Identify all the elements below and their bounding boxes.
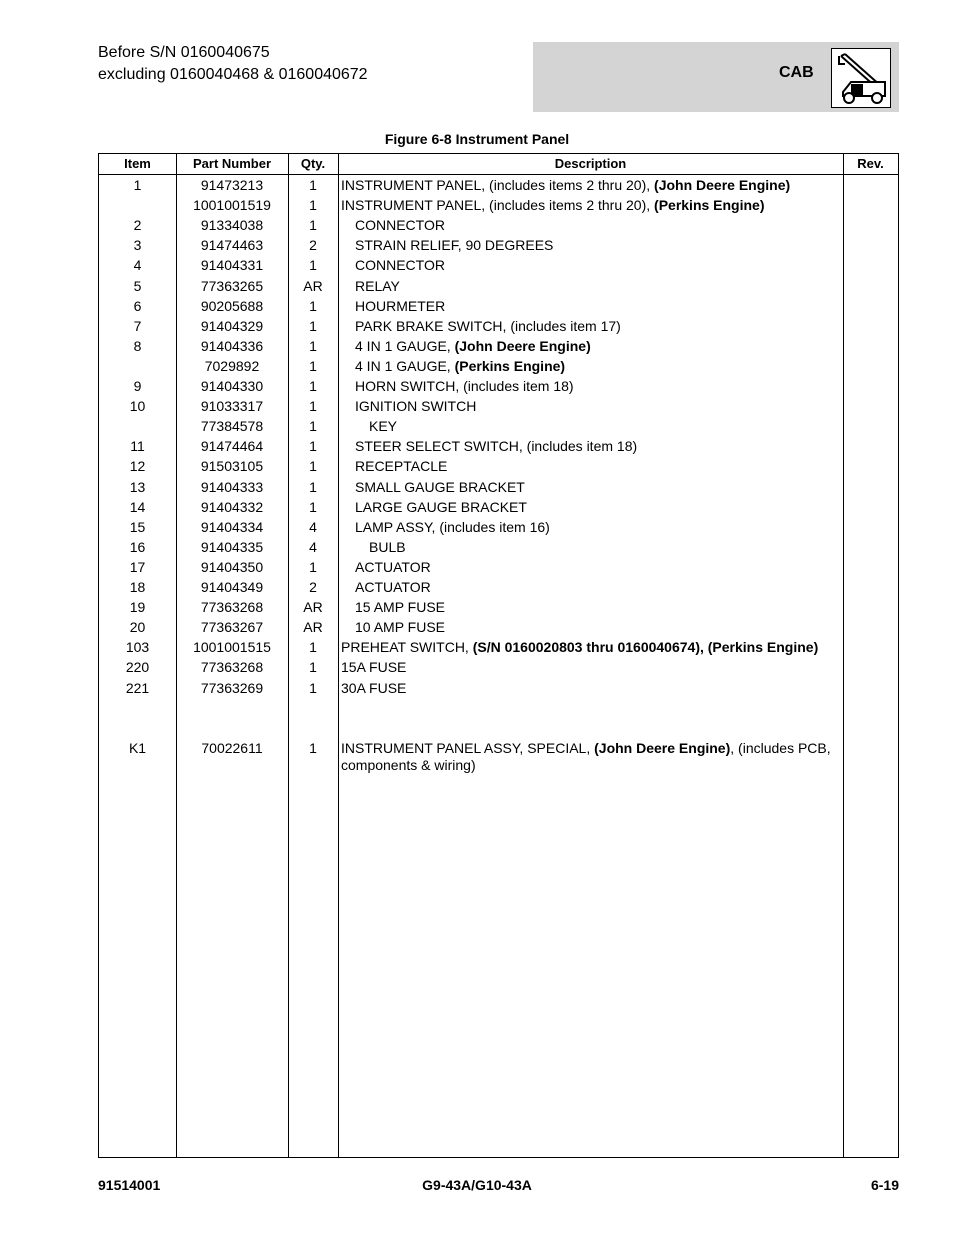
footer-model: G9-43A/G10-43A <box>422 1177 532 1193</box>
description-text: CONNECTOR <box>355 257 445 274</box>
quantity: 4 <box>309 538 317 555</box>
description <box>341 599 855 616</box>
description <box>341 298 855 315</box>
description <box>341 177 841 194</box>
description-text: PREHEAT SWITCH, <box>341 639 473 656</box>
item-number: 12 <box>129 458 146 475</box>
description <box>341 519 855 536</box>
description <box>341 378 855 395</box>
description-text: LAMP ASSY, (includes item 16) <box>355 518 550 535</box>
description-text: LARGE GAUGE BRACKET <box>355 498 527 515</box>
part-number: 91404329 <box>200 317 264 334</box>
description-text: SMALL GAUGE BRACKET <box>355 478 525 495</box>
quantity: 1 <box>309 558 317 575</box>
description <box>341 659 841 676</box>
figure-title: Figure 6-8 Instrument Panel <box>384 131 570 147</box>
description-text-continued: , (includes PCB, <box>730 739 831 756</box>
description <box>341 458 855 475</box>
description-qualifier: (John Deere Engine) <box>654 177 791 193</box>
quantity: AR <box>303 619 323 636</box>
item-number: 15 <box>129 518 146 535</box>
column-header-rev: Rev. <box>857 156 884 171</box>
quantity: AR <box>303 277 323 294</box>
part-number: 90205688 <box>200 297 264 314</box>
quantity: 1 <box>309 458 317 475</box>
item-number: 220 <box>125 659 150 676</box>
description <box>341 318 855 335</box>
description <box>341 398 855 415</box>
part-number: 77363268 <box>200 659 264 676</box>
description <box>341 740 841 774</box>
description-text: ACTUATOR <box>355 579 431 595</box>
description-text: BULB <box>369 538 406 555</box>
part-number: 1001001519 <box>193 197 271 214</box>
description <box>341 499 855 516</box>
quantity: 1 <box>309 498 317 515</box>
serial-range-line: Before S/N 0160040675 <box>98 44 270 61</box>
part-number: 77363265 <box>200 277 264 294</box>
part-number: 91404332 <box>200 498 264 515</box>
part-number: 77363268 <box>200 599 264 616</box>
column-header-item: Item <box>124 156 151 171</box>
description-qualifier: (S/N 0160020803 thru 0160040674), (Perkins Engine) <box>472 639 819 656</box>
part-number: 91404350 <box>200 558 264 575</box>
quantity: 1 <box>309 418 317 435</box>
description <box>341 358 855 375</box>
quantity: 1 <box>309 357 317 374</box>
description-text: STRAIN RELIEF, 90 DEGREES <box>355 237 554 254</box>
part-number: 1001001515 <box>193 639 271 656</box>
item-number: 13 <box>129 478 146 495</box>
description-text: 15A FUSE <box>341 659 407 676</box>
footer-part-number: 91514001 <box>98 1177 161 1193</box>
item-number: 2 <box>133 217 142 234</box>
column-header-part-number: Part Number <box>192 156 272 171</box>
item-number: 103 <box>125 639 150 656</box>
quantity: 1 <box>309 398 317 415</box>
item-number: 9 <box>133 378 142 394</box>
item-number: 17 <box>129 558 146 575</box>
item-number: 5 <box>133 277 142 294</box>
item-number: 7 <box>133 317 142 334</box>
description-qualifier: (Perkins Engine) <box>454 357 566 374</box>
item-number: 6 <box>133 297 142 314</box>
quantity: 1 <box>309 177 317 193</box>
item-number: 16 <box>129 538 146 555</box>
quantity: 1 <box>309 378 317 394</box>
column-divider <box>338 154 339 1157</box>
part-number: 91033317 <box>200 398 264 415</box>
quantity: 1 <box>309 679 317 696</box>
description-text: 30A FUSE <box>341 679 407 696</box>
quantity: 1 <box>309 257 317 274</box>
description-qualifier: (John Deere Engine) <box>454 337 591 354</box>
part-number: 91503105 <box>200 458 264 475</box>
description <box>341 579 855 596</box>
description-qualifier: (John Deere Engine) <box>594 739 731 756</box>
item-number: 3 <box>133 237 142 254</box>
description-text: CONNECTOR <box>355 217 445 234</box>
item-number: 4 <box>133 257 142 274</box>
description-text: 4 IN 1 GAUGE, <box>355 337 455 354</box>
part-number: 91404334 <box>200 518 264 535</box>
description-text: PARK BRAKE SWITCH, (includes item 17) <box>355 317 621 334</box>
quantity: 1 <box>309 337 317 354</box>
column-header-description: Description <box>554 156 627 171</box>
description-text: INSTRUMENT PANEL, (includes items 2 thru 20), <box>341 197 655 214</box>
description <box>341 197 841 214</box>
part-number: 7029892 <box>204 357 260 374</box>
item-number: 11 <box>130 438 145 455</box>
column-header-qty: Qty. <box>300 156 326 171</box>
quantity: 1 <box>309 297 317 314</box>
footer-page-number: 6-19 <box>870 1177 899 1193</box>
quantity: 1 <box>309 639 317 656</box>
quantity: 2 <box>309 237 317 254</box>
quantity: 1 <box>309 438 317 455</box>
description-text: STEER SELECT SWITCH, (includes item 18) <box>355 438 638 455</box>
parts-table <box>98 153 899 1158</box>
description-line-2: components & wiring) <box>341 756 476 773</box>
part-number: 91404349 <box>200 579 264 595</box>
description-text: 4 IN 1 GAUGE, <box>355 357 455 374</box>
part-number: 70022611 <box>201 739 263 756</box>
document-header <box>98 42 368 86</box>
item-number: 14 <box>129 498 146 515</box>
description <box>341 559 855 576</box>
description <box>341 237 855 254</box>
header-divider <box>99 174 898 175</box>
part-number: 91474464 <box>200 438 264 455</box>
part-number: 77363267 <box>200 619 264 636</box>
description <box>341 217 855 234</box>
description-qualifier: (Perkins Engine) <box>654 197 765 214</box>
part-number: 91404331 <box>200 257 264 274</box>
quantity: 1 <box>309 197 317 214</box>
description-text: HORN SWITCH, (includes item 18) <box>355 378 574 394</box>
description-text: INSTRUMENT PANEL, (includes items 2 thru 20), <box>341 177 655 193</box>
part-number: 91473213 <box>200 177 264 193</box>
quantity: 2 <box>309 579 317 595</box>
item-number: 18 <box>129 579 146 595</box>
part-number: 91404335 <box>200 538 264 555</box>
description-text: RECEPTACLE <box>355 458 448 475</box>
quantity: 1 <box>309 217 317 234</box>
item-number: 20 <box>129 619 146 636</box>
description-text: RELAY <box>355 277 400 294</box>
item-number: 19 <box>129 599 146 616</box>
description <box>341 418 869 435</box>
item-number: 221 <box>125 679 150 696</box>
quantity: 1 <box>309 317 317 334</box>
description-text: 10 AMP FUSE <box>355 619 446 636</box>
description <box>341 438 855 455</box>
part-number: 91474463 <box>200 237 264 254</box>
part-number: 91334038 <box>200 217 264 234</box>
item-number: 8 <box>133 337 142 354</box>
serial-exclusion-line: excluding 0160040468 & 0160040672 <box>98 66 368 83</box>
description <box>341 619 855 636</box>
part-number: 91404330 <box>200 378 264 394</box>
section-label: CAB <box>779 64 814 81</box>
description-text: HOURMETER <box>355 297 446 314</box>
telehandler-icon <box>831 48 891 108</box>
quantity: AR <box>303 599 323 616</box>
description-text: INSTRUMENT PANEL ASSY, SPECIAL, <box>341 739 595 756</box>
description <box>341 680 841 697</box>
quantity: 1 <box>309 659 317 676</box>
description-text: ACTUATOR <box>355 558 431 575</box>
quantity: 1 <box>309 478 317 495</box>
quantity: 1 <box>309 739 317 756</box>
part-number: 91404336 <box>200 337 264 354</box>
description <box>341 257 855 274</box>
description <box>341 278 855 295</box>
item-number: 10 <box>129 398 146 415</box>
quantity: 4 <box>309 518 317 535</box>
item-number: K1 <box>128 739 147 756</box>
part-number: 91404333 <box>200 478 264 495</box>
description <box>341 539 869 556</box>
description-text: IGNITION SWITCH <box>355 398 477 415</box>
description <box>341 479 855 496</box>
description <box>341 639 841 656</box>
part-number: 77384578 <box>200 418 264 435</box>
description-text: KEY <box>369 418 398 435</box>
description-text: 15 AMP FUSE <box>355 599 446 616</box>
description <box>341 338 855 355</box>
item-number: 1 <box>133 177 142 193</box>
part-number: 77363269 <box>200 679 264 696</box>
